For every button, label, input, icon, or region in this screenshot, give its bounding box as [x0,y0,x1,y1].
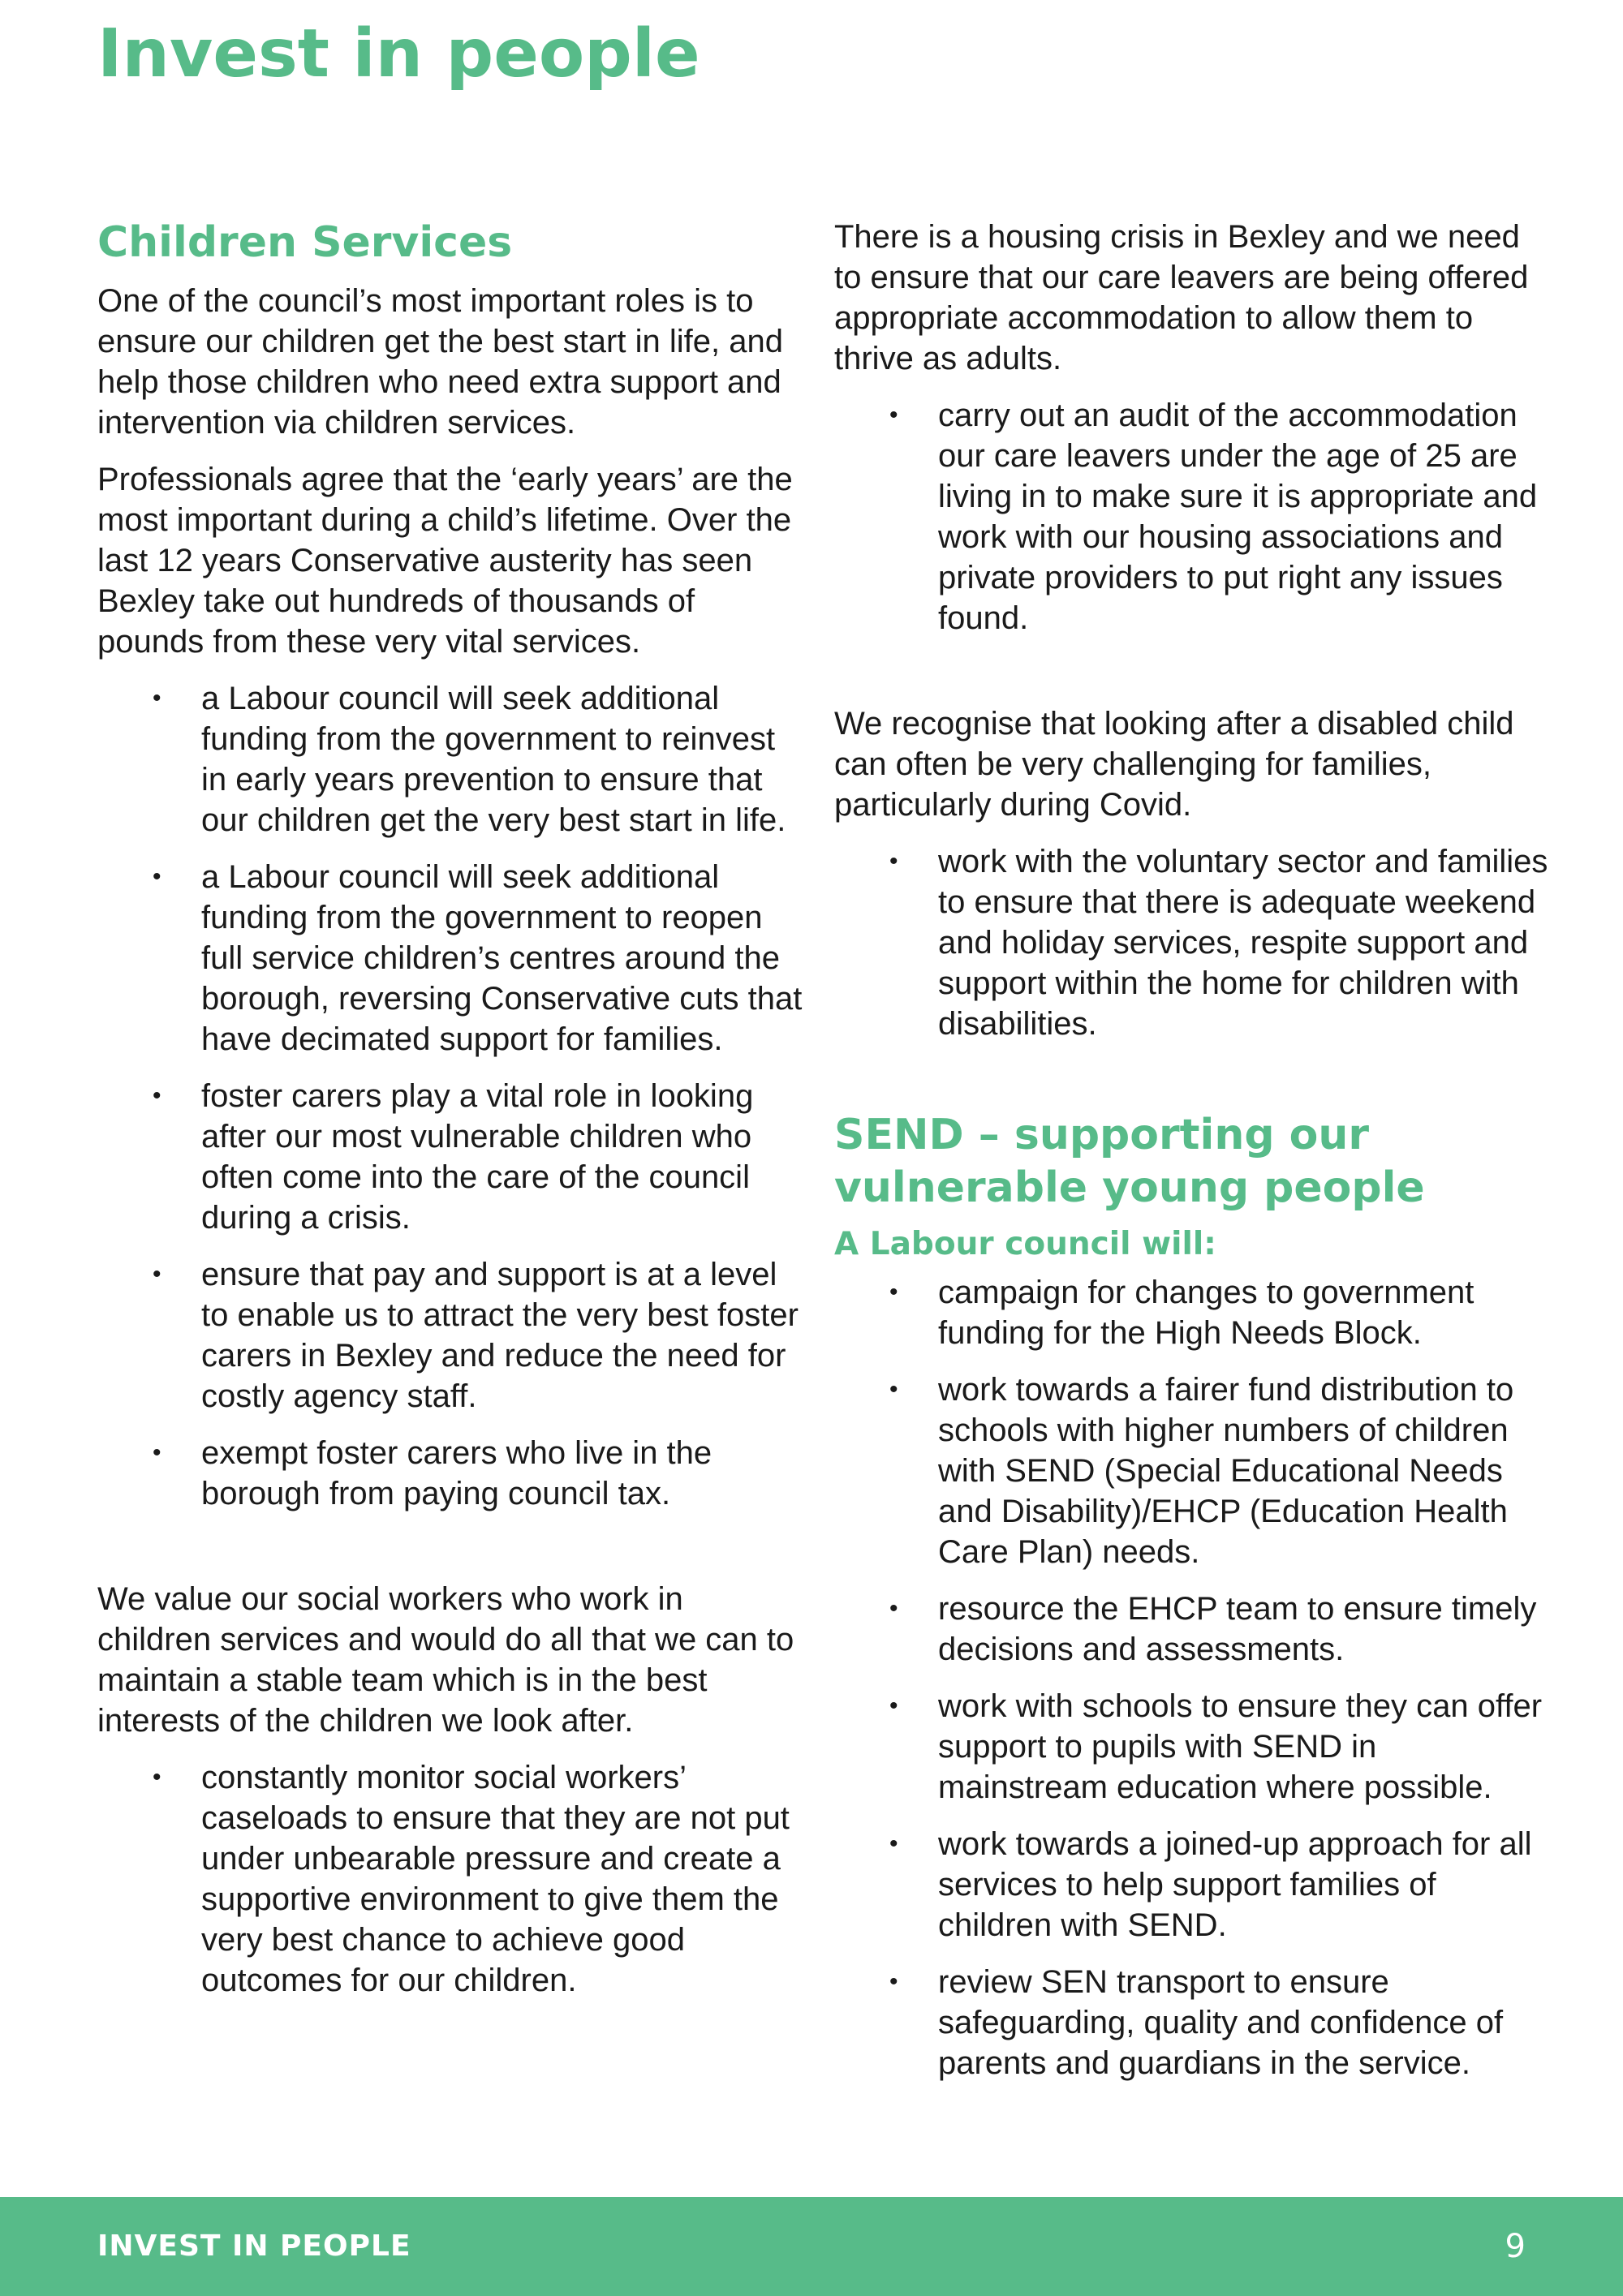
housing-list [834,395,1548,638]
list-item-text: carry out an audit of the accommodation our care leavers under the age of 25 are living in to make sure it is appropriate and work with our housing associations and private providers to put right any issues found. [938,398,1538,636]
list-item [834,1272,1548,1353]
list-item [834,841,1548,1044]
list-item [97,678,803,841]
bullet-icon: • [889,1968,898,1995]
list-item-text: exempt foster carers who live in the borough from paying council tax. [201,1435,712,1511]
list-item [97,1433,803,1514]
list-item [97,1254,803,1417]
bullet-icon: • [889,1692,898,1719]
list-item-text: constantly monitor social workers’ caseloads to ensure that they are not put under unbearable pressure and create a supportive environment to give them the very best chance to achieve good outcomes for our children. [201,1760,790,1998]
list-item-text: campaign for changes to government funding for the High Needs Block. [938,1275,1474,1351]
list-item-text: resource the EHCP team to ensure timely decisions and assessments. [938,1591,1537,1667]
page-number: 9 [1505,2228,1526,2265]
list-item-text: ensure that pay and support is at a level to enable us to attract the very best foster carers in Bexley and reduce the need for costly agency staff. [201,1257,799,1414]
bullet-icon: • [889,1830,898,1857]
footer-bar [0,2197,1623,2296]
section-gap [834,1060,1548,1109]
social-workers-list [97,1757,803,2001]
bullet-icon: • [153,685,161,712]
list-item [834,395,1548,638]
list-item-text: work with schools to ensure they can offer support to pupils with SEND in mainstream education where possible. [938,1688,1543,1805]
bullet-icon: • [153,1082,161,1109]
list-item-text: work with the voluntary sector and families to ensure that there is adequate weekend and holiday services, respite support and support within the home for children with disabilities. [938,844,1548,1042]
bullet-icon: • [889,1376,898,1403]
send-heading: SEND – supporting our vulnerable young people [834,1111,1425,1212]
list-item [97,857,803,1060]
list-item-text: foster carers play a vital role in looking after our most vulnerable children who often come into the care of the council during a crisis. [201,1078,754,1236]
intro-paragraph: One of the council’s most important roles is to ensure our children get the best start in life, and help those children who need extra support and intervention via children services. [97,283,783,441]
social-workers-paragraph: We value our social workers who work in children services and would do all that we can to maintain a stable team which is in the best interests of the children we look after. [97,1581,794,1739]
list-item-text: work towards a joined-up approach for all services to help support families of children with SEND. [938,1826,1532,1943]
bullet-icon: • [153,863,161,890]
bullet-icon: • [889,1279,898,1305]
section-gap [834,655,1548,703]
list-item [97,1757,803,2001]
bullet-icon: • [889,402,898,428]
disabled-child-paragraph: We recognise that looking after a disabled child can often be very challenging for families, particularly during Covid. [834,706,1514,823]
list-item-text: work towards a fairer fund distribution to schools with higher numbers of children with SEND (Special Educational Needs and Disability)/EHCP (Education Health Care Plan) needs. [938,1372,1514,1570]
children-services-heading: Children Services [97,218,513,267]
list-item [834,1824,1548,1946]
housing-paragraph: There is a housing crisis in Bexley and we need to ensure that our care leavers are being offered appropriate accommodation to allow them to thrive as adults. [834,219,1529,376]
bullet-icon: • [153,1261,161,1288]
list-item [834,1369,1548,1572]
bullet-icon: • [889,1595,898,1622]
send-subheading: A Labour council will: [834,1226,1216,1262]
early-years-paragraph: Professionals agree that the ‘early years’ are the most important during a child’s lifetime. Over the last 12 years Conservative austerity has seen Bexley take out hundreds of thousands of pounds from these very vital services. [97,462,793,660]
bullet-icon: • [153,1764,161,1791]
list-item [834,1589,1548,1670]
list-item [97,1076,803,1238]
section-gap [97,1530,803,1579]
left-column [97,207,803,2017]
children-services-list [97,678,803,1514]
list-item-text: a Labour council will seek additional funding from the government to reinvest in early years prevention to ensure that our children get the very best start in life. [201,681,786,838]
list-item-text: review SEN transport to ensure safeguarding, quality and confidence of parents and guardians in the service. [938,1964,1504,2081]
footer-section-label: INVEST IN PEOPLE [97,2229,411,2263]
page-title: Invest in people [97,15,700,92]
bullet-icon: • [153,1439,161,1466]
send-list [834,1272,1548,2083]
disabled-child-list [834,841,1548,1044]
list-item [834,1962,1548,2083]
list-item-text: a Labour council will seek additional funding from the government to reopen full service children’s centres around the borough, reversing Conservative cuts that have decimated support for families. [201,859,803,1057]
list-item [834,1686,1548,1808]
right-column [834,207,1548,2100]
bullet-icon: • [889,848,898,875]
